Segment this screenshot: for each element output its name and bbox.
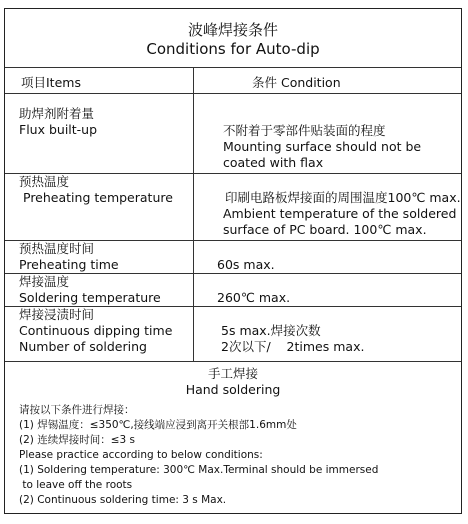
row-preheat-item-en: Preheating temperature	[23, 190, 173, 205]
row-dip-cond-2: 2次以下/ 2times max.	[221, 339, 365, 354]
title-en: Conditions for Auto-dip	[146, 40, 320, 58]
row-flux-cond-3: coated with flax	[223, 155, 324, 170]
hand-line: 请按以下条件进行焊接：	[19, 404, 135, 416]
header-condition: 条件 Condition	[252, 75, 341, 90]
divider	[5, 93, 461, 94]
row-preheat-cond-2: Ambient temperature of the soldered	[223, 206, 457, 221]
row-soldertemp-cond: 260℃ max.	[217, 290, 291, 305]
row-pretime-item-en: Preheating time	[19, 257, 119, 272]
row-flux-cond-1: 不附着于零部件贴装面的程度	[223, 123, 386, 138]
row-pretime-cond: 60s max.	[217, 257, 275, 272]
row-dip-item-en: Continuous dipping time	[19, 323, 173, 338]
hand-line: Please practice according to below conditions:	[19, 449, 263, 461]
row-flux-item-cn: 助焊剂附着量	[19, 106, 95, 121]
row-flux-item-en: Flux built-up	[19, 122, 98, 137]
divider	[5, 273, 461, 274]
row-dip-cond-1: 5s max.焊接次数	[221, 323, 321, 338]
hand-line: (2) Continuous soldering time: 3 s Max.	[19, 494, 227, 506]
hand-line: to leave off the roots	[19, 479, 133, 491]
hand-title-en: Hand soldering	[185, 382, 281, 397]
row-preheat-item-cn: 预热温度	[19, 174, 70, 189]
row-preheat-cond-1: 印刷电路板焊接面的周围温度100℃ max.	[225, 190, 461, 205]
row-preheat-cond-3: surface of PC board. 100℃ max.	[223, 222, 427, 237]
header-items: 项目Items	[21, 75, 81, 90]
conditions-table	[4, 8, 462, 514]
column-divider	[193, 67, 194, 361]
divider	[5, 173, 461, 174]
row-dip-item-cn: 焊接浸渍时间	[19, 307, 95, 322]
divider	[5, 67, 461, 68]
row-dip-item-en2: Number of soldering	[19, 339, 147, 354]
hand-line: (1) 焊锡温度：≤350℃,接线端应浸到离开关根部1.6mm处	[19, 419, 297, 431]
title-cn: 波峰焊接条件	[187, 21, 278, 39]
row-soldertemp-item-cn: 焊接温度	[19, 274, 70, 289]
divider	[5, 361, 461, 362]
hand-line: (2) 连续焊接时间：≤3 s	[19, 434, 135, 446]
hand-title-cn: 手工焊接	[207, 366, 258, 381]
row-flux-cond-2: Mounting surface should not be	[223, 139, 422, 154]
hand-line: (1) Soldering temperature: 300℃ Max.Terminal should be immersed	[19, 464, 379, 476]
row-soldertemp-item-en: Soldering temperature	[19, 290, 161, 305]
row-pretime-item-cn: 预热温度时间	[19, 241, 95, 256]
